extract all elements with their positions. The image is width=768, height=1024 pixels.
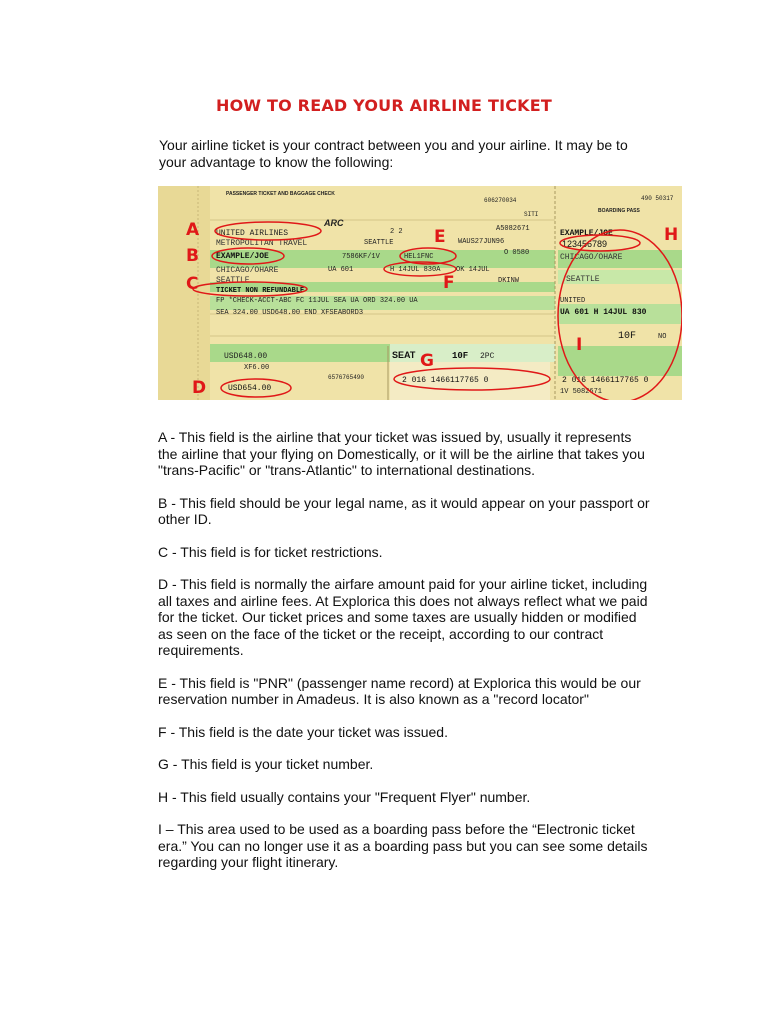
paragraph-c: C - This field is for ticket restrictions.: [158, 543, 383, 560]
fp-line: FP *CHECK-ACCT-ABC FC 11JUL SEA UA ORD 324.00 UA: [216, 297, 418, 305]
pnr-field: HEL1FNC: [404, 253, 434, 261]
paragraph-e: E - This field is "PNR" (passenger name record) at Explorica this would be our reservation number in Amadeus. It is also known as a "record locator": [158, 674, 641, 707]
explanations: [158, 429, 650, 887]
issue-date-field: H 14JUL 830A: [390, 266, 441, 274]
issue-code: A5082671: [496, 225, 530, 233]
ok-field: OK 14JUL: [456, 266, 490, 274]
ticket-image: [158, 186, 682, 400]
bp-seat: 10F: [618, 331, 637, 342]
label-h: H: [664, 225, 679, 245]
small-number: 6576765490: [328, 374, 365, 381]
passenger-name-field: EXAMPLE/JOE: [216, 252, 269, 261]
restriction-field: TICKET NON REFUNDABLE: [216, 287, 305, 295]
paragraph-g: G - This field is your ticket number.: [158, 756, 374, 772]
bp-to: SEATTLE: [566, 275, 600, 284]
booking-code: 7586KF/1V: [342, 253, 380, 261]
fare-amount: USD648.00: [224, 352, 268, 361]
bp-no: NO: [658, 333, 667, 341]
tax-amount: XF6.00: [244, 364, 270, 372]
bp-name: EXAMPLE/JOE: [560, 229, 613, 238]
paragraph-b: B - This field should be your legal name, as it would appear on your passport or other ID.: [158, 494, 650, 527]
paragraph-d: D - This field is normally the airfare amount paid for your airline ticket, including all taxes and airline fees. At Explorica this does not always reflect what we paid for the ticket. Our ticket prices and some taxes are usually hidden or modified as seen on the face of the ticket or the receipt, according to our contract requirements.: [158, 576, 648, 658]
bp-flight: UA 601 H 14JUL 830: [560, 308, 647, 317]
ticket-number-field: 2 016 1466117765 0: [402, 376, 489, 385]
paragraph-h: H - This field usually contains your "Frequent Flyer" number.: [158, 788, 531, 805]
intro-paragraph: Your airline ticket is your contract between you and your airline. It may be to your advantage to know the following:: [159, 137, 628, 170]
pnr-line: WAUS27JUN96: [458, 238, 505, 246]
dkinw-field: DKINW: [498, 277, 520, 285]
label-f: F: [443, 273, 455, 293]
ticket-code: SITI: [524, 211, 539, 218]
from-city-field: CHICAGO/OHARE: [216, 266, 279, 275]
ticket-serial: 606270034: [484, 197, 517, 204]
to-city-field: SEATTLE: [216, 276, 250, 285]
frequent-flyer-number: 123456789: [562, 239, 608, 249]
label-g: G: [420, 351, 434, 371]
bp-extra: 1V 5082671: [560, 388, 603, 396]
label-d: D: [192, 378, 207, 398]
seat-field: 10F: [452, 351, 469, 361]
label-i: I: [576, 335, 583, 355]
page-title: HOW TO READ YOUR AIRLINE TICKET: [215, 96, 553, 115]
ticket-coupon: 490 50317: [641, 195, 674, 202]
flight-field: UA 601: [328, 266, 354, 274]
label-b: B: [186, 246, 199, 266]
boarding-pass-heading: BOARDING PASS: [598, 208, 640, 214]
bp-from: CHICAGO/OHARE: [560, 253, 623, 262]
arc-logo: ARC: [324, 218, 344, 228]
bp-ticket-number: 2 016 1466117765 0: [562, 376, 649, 385]
seat-label: SEAT: [392, 350, 416, 360]
label-e: E: [434, 227, 446, 247]
label-a: A: [186, 220, 200, 240]
bp-carrier: UNITED: [560, 297, 586, 305]
fare-line: SEA 324.00 USD648.00 END XFSEABORD3: [216, 309, 364, 317]
airline-field: UNITED AIRLINES: [216, 229, 289, 238]
seattle-top: SEATTLE: [364, 239, 394, 247]
paragraph-f: F - This field is the date your ticket was issued.: [158, 723, 448, 740]
pieces-field: 2PC: [480, 352, 495, 361]
ticket-header: PASSENGER TICKET AND BAGGAGE CHECK: [226, 191, 335, 197]
paragraph-i: I – This area used to be used as a boarding pass before the “Electronic ticket era.” You can no longer use it as a boarding pass but you can see some details regarding your flight itinerary.: [158, 821, 648, 870]
total-amount: USD654.00: [228, 384, 272, 393]
fare-code: O 0580: [504, 249, 530, 257]
coupon-number: 2 2: [390, 228, 403, 236]
paragraph-a: A - This field is the airline that your ticket was issued by, usually it represents the airline that your flying on Domestically, or it will be the airline that takes you "trans-Pacific" or "trans-Atlantic" to international destinations.: [158, 429, 645, 478]
agency-field: METROPOLITAN TRAVEL: [216, 239, 308, 248]
label-c: C: [186, 274, 199, 294]
